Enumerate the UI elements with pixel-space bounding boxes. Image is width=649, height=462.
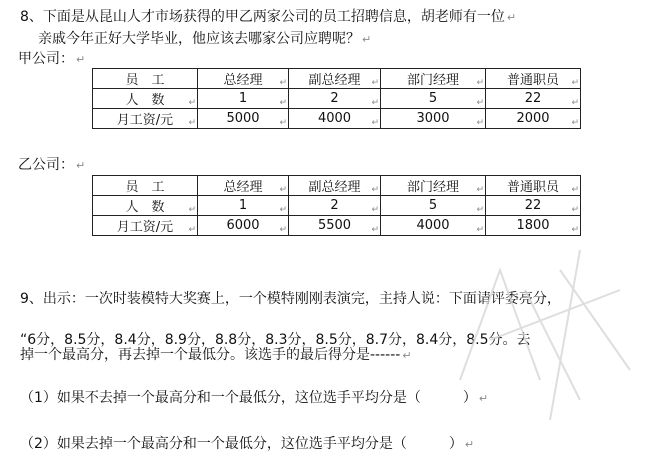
paragraph-mark: ↵ (362, 33, 372, 46)
q9-text-2: “6分，8.5分，8.4分，8.9分，8.8分，8.3分，8.5分，8.7分，8.4分，8.5分。去 (20, 332, 531, 348)
q9-sub-text-1: （1）如果不去掉一个最高分和一个最低分，这位选手平均分是（ ） (20, 390, 477, 406)
table-cell: 员 工 (93, 176, 198, 196)
table-cell: 2000 ↵ (486, 109, 581, 129)
table-row (93, 89, 581, 109)
table-cell: 5500 ↵ (289, 216, 381, 236)
table-cell: 员 工 (93, 69, 198, 89)
paragraph-mark: ↵ (402, 349, 412, 362)
table-cell: 普通职员 ↵ (486, 69, 581, 89)
table-cell: 22 ↵ (486, 196, 581, 216)
company-a-table (92, 68, 581, 129)
q9-text-3: 掉一个最高分，再去掉一个最低分。该选手的最后得分是------ (20, 347, 401, 363)
table-row (93, 109, 581, 129)
table-cell: 副总经理 ↵ (289, 69, 381, 89)
company-b-text: 乙公司： (18, 157, 74, 173)
table-cell: 6000 ↵ (198, 216, 289, 236)
table-cell: 部门经理 ↵ (381, 176, 486, 196)
q9-line-1 (20, 290, 561, 308)
table-cell: 5000 ↵ (198, 109, 289, 129)
table-cell: 4000 ↵ (381, 216, 486, 236)
table-cell: 2 ↵ (289, 196, 381, 216)
table-cell: 22 ↵ (486, 89, 581, 109)
table-cell: 副总经理 ↵ (289, 176, 381, 196)
table-cell: 总经理 ↵ (198, 69, 289, 89)
table-cell: 4000 ↵ (289, 109, 381, 129)
paragraph-mark: ↵ (478, 392, 489, 405)
q8-text-2: 亲戚今年正好大学毕业，他应该去哪家公司应聘呢？ (38, 31, 360, 47)
company-a-text: 甲公司： (18, 51, 74, 67)
table-cell: 部门经理 ↵ (381, 69, 486, 89)
table-cell: 2 ↵ (289, 89, 381, 109)
table-header-row (93, 176, 581, 196)
table-header-row (93, 69, 581, 89)
table-cell: 人 数 ↵ (93, 89, 198, 109)
q9-text-1: 9、出示：一次时装模特大奖赛上，一个模特刚刚表演完，主持人说：下面请评委亮分， (20, 291, 561, 307)
table-cell: 3000 ↵ (381, 109, 486, 129)
table-cell: 5 ↵ (381, 89, 486, 109)
table-cell: 1 ↵ (198, 89, 289, 109)
q9-line-3 (20, 346, 412, 365)
table-cell: 1800 ↵ (486, 216, 581, 236)
q9-sub-text-2: （2）如果去掉一个最高分和一个最低分，这位选手平均分是（ ） (20, 436, 463, 452)
table-cell: 1 ↵ (198, 196, 289, 216)
paragraph-mark: ↵ (76, 53, 86, 66)
q8-line-1 (20, 8, 516, 27)
company-b-label (18, 156, 85, 175)
paragraph-mark: ↵ (76, 159, 86, 172)
table-cell: 总经理 ↵ (198, 176, 289, 196)
q8-line-2 (38, 30, 371, 49)
table-cell: 月工资/元 ↵ (93, 216, 198, 236)
paragraph-mark: ↵ (506, 11, 517, 24)
table-row (93, 216, 581, 236)
q9-sub-question-1 (20, 389, 488, 408)
q9-sub-question-2 (20, 435, 474, 454)
table-cell: 月工资/元 ↵ (93, 109, 198, 129)
table-cell: 普通职员 ↵ (486, 176, 581, 196)
table-cell: 人 数 ↵ (93, 196, 198, 216)
paragraph-mark: ↵ (464, 438, 475, 451)
company-a-label (18, 50, 85, 69)
table-cell: 5 ↵ (381, 196, 486, 216)
table-row (93, 196, 581, 216)
company-b-table (92, 175, 581, 236)
q8-text-1: 8、下面是从昆山人才市场获得的甲乙两家公司的员工招聘信息，胡老师有一位 (20, 9, 505, 25)
